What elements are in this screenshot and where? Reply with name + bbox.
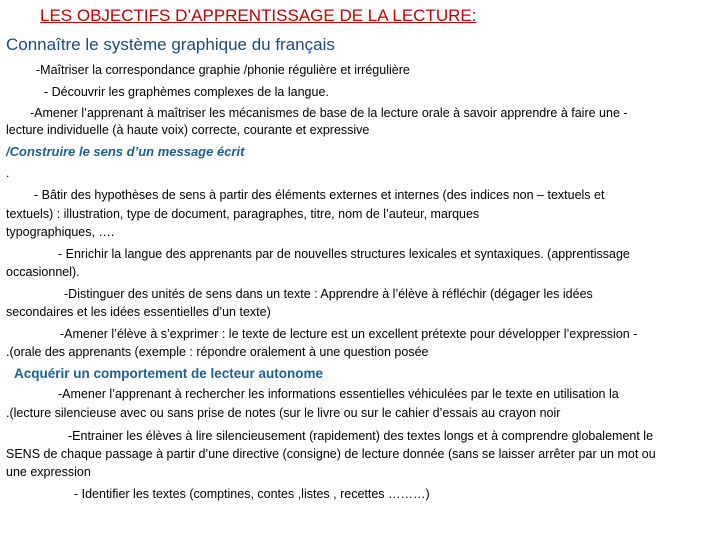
section-heading-graphic-system: Connaître le système graphique du français bbox=[6, 35, 335, 54]
section-heading-meaning: /Construire le sens d’un message écrit bbox=[6, 144, 245, 159]
text-line: -Maîtriser la correspondance graphie /phonie régulière et irrégulière bbox=[36, 63, 410, 77]
text-line: - Bâtir des hypothèses de sens à partir des éléments externes et internes (des indices non – textuels et bbox=[34, 188, 605, 202]
text-line: - Découvrir les graphèmes complexes de la langue. bbox=[44, 85, 329, 99]
text-line: lecture individuelle (à haute voix) correcte, courante et expressive bbox=[6, 123, 370, 137]
text-line: typographiques, …. bbox=[6, 225, 115, 239]
text-line: une expression bbox=[6, 465, 91, 479]
text-line: -Amener l’apprenant à maîtriser les mécanismes de base de la lecture orale à savoir apprendre à faire une - bbox=[30, 106, 628, 120]
text-line: -Amener l’apprenant à rechercher les informations essentielles véhiculées par le texte en utilisation la bbox=[58, 387, 619, 401]
stray-dot: . bbox=[6, 166, 10, 180]
text-line: textuels) : illustration, type de document, paragraphes, titre, nom de l’auteur, marques bbox=[6, 207, 480, 221]
text-line: -Distinguer des unités de sens dans un texte : Apprendre à l’élève à réfléchir (dégager les idées bbox=[64, 287, 593, 301]
document-title: LES OBJECTIFS D’APPRENTISSAGE DE LA LECTURE: bbox=[40, 6, 477, 25]
text-line: secondaires et les idées essentielles d’un texte) bbox=[6, 305, 271, 319]
text-line: - Enrichir la langue des apprenants par de nouvelles structures lexicales et syntaxiques. (apprentissage bbox=[58, 247, 630, 261]
text-line: occasionnel). bbox=[6, 265, 80, 279]
text-line: SENS de chaque passage à partir d’une directive (consigne) de lecture donnée (sans se laisser arrêter par un mot ou bbox=[6, 447, 656, 461]
text-line: .(orale des apprenants (exemple : répondre oralement à une question posée bbox=[6, 345, 429, 359]
text-line: -Amener l’élève à s’exprimer : le texte de lecture est un excellent prétexte pour développer l’expression - bbox=[60, 327, 638, 341]
text-line: .(lecture silencieuse avec ou sans prise de notes (sur le livre ou sur le cahier d’essais au crayon noir bbox=[6, 406, 561, 420]
text-line: - Identifier les textes (comptines, contes ,listes , recettes ………) bbox=[74, 487, 430, 501]
section-heading-autonomous-reader: Acquérir un comportement de lecteur autonome bbox=[14, 366, 324, 381]
text-line: -Entrainer les élèves à lire silencieusement (rapidement) des textes longs et à comprendre globalement le bbox=[68, 429, 654, 443]
